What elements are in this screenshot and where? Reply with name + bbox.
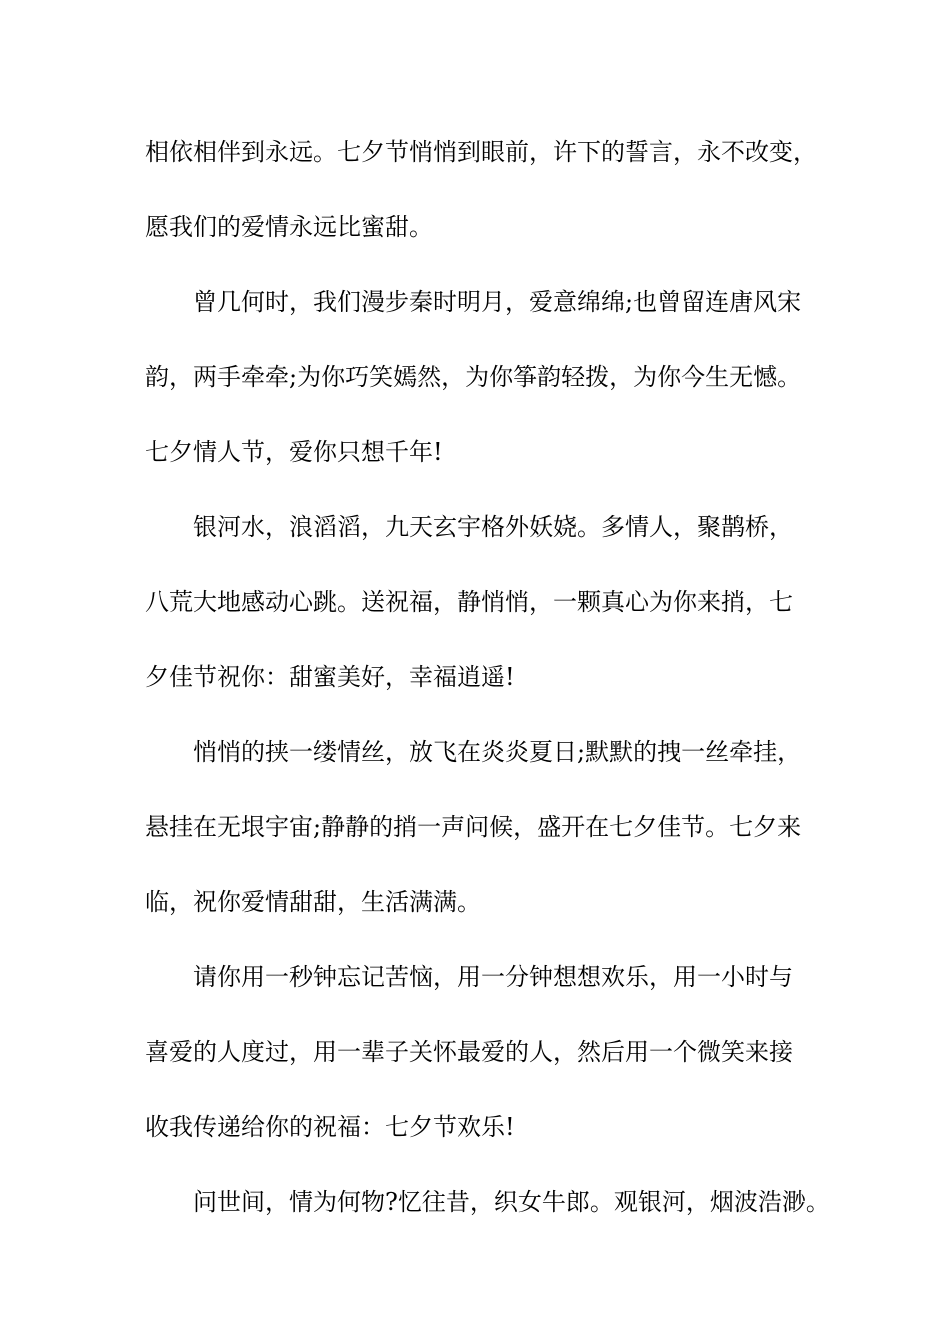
text-line: 喜爱的人度过，用一辈子关怀最爱的人，然后用一个微笑来接 <box>145 1038 793 1066</box>
paragraph-start-line: 悄悄的挟一缕情丝，放飞在炎炎夏日;默默的拽一丝牵挂， <box>193 738 802 766</box>
paragraph-start-line: 曾几何时，我们漫步秦时明月，爱意绵绵;也曾留连唐风宋 <box>193 288 802 316</box>
text-line: 临，祝你爱情甜甜，生活满满。 <box>145 888 481 916</box>
text-line: 收我传递给你的祝福：七夕节欢乐! <box>145 1113 515 1141</box>
paragraph-start-line: 请你用一秒钟忘记苦恼，用一分钟想想欢乐，用一小时与 <box>193 963 793 991</box>
text-line: 悬挂在无垠宇宙;静静的捎一声问候，盛开在七夕佳节。七夕来 <box>145 813 802 841</box>
text-line: 夕佳节祝你：甜蜜美好，幸福逍遥! <box>145 663 515 691</box>
text-line: 韵，两手牵牵;为你巧笑嫣然，为你筝韵轻拨，为你今生无憾。 <box>145 363 802 391</box>
text-line: 愿我们的爱情永远比蜜甜。 <box>145 213 433 241</box>
text-line: 八荒大地感动心跳。送祝福，静悄悄，一颗真心为你来捎，七 <box>145 588 793 616</box>
text-line: 七夕情人节，爱你只想千年! <box>145 438 443 466</box>
text-line: 相依相伴到永远。七夕节悄悄到眼前，许下的誓言，永不改变， <box>145 138 817 166</box>
paragraph-start-line: 问世间，情为何物?忆往昔，织女牛郎。观银河，烟波浩渺。 <box>193 1188 830 1216</box>
paragraph-start-line: 银河水，浪滔滔，九天玄宇格外妖娆。多情人，聚鹊桥， <box>193 513 793 541</box>
